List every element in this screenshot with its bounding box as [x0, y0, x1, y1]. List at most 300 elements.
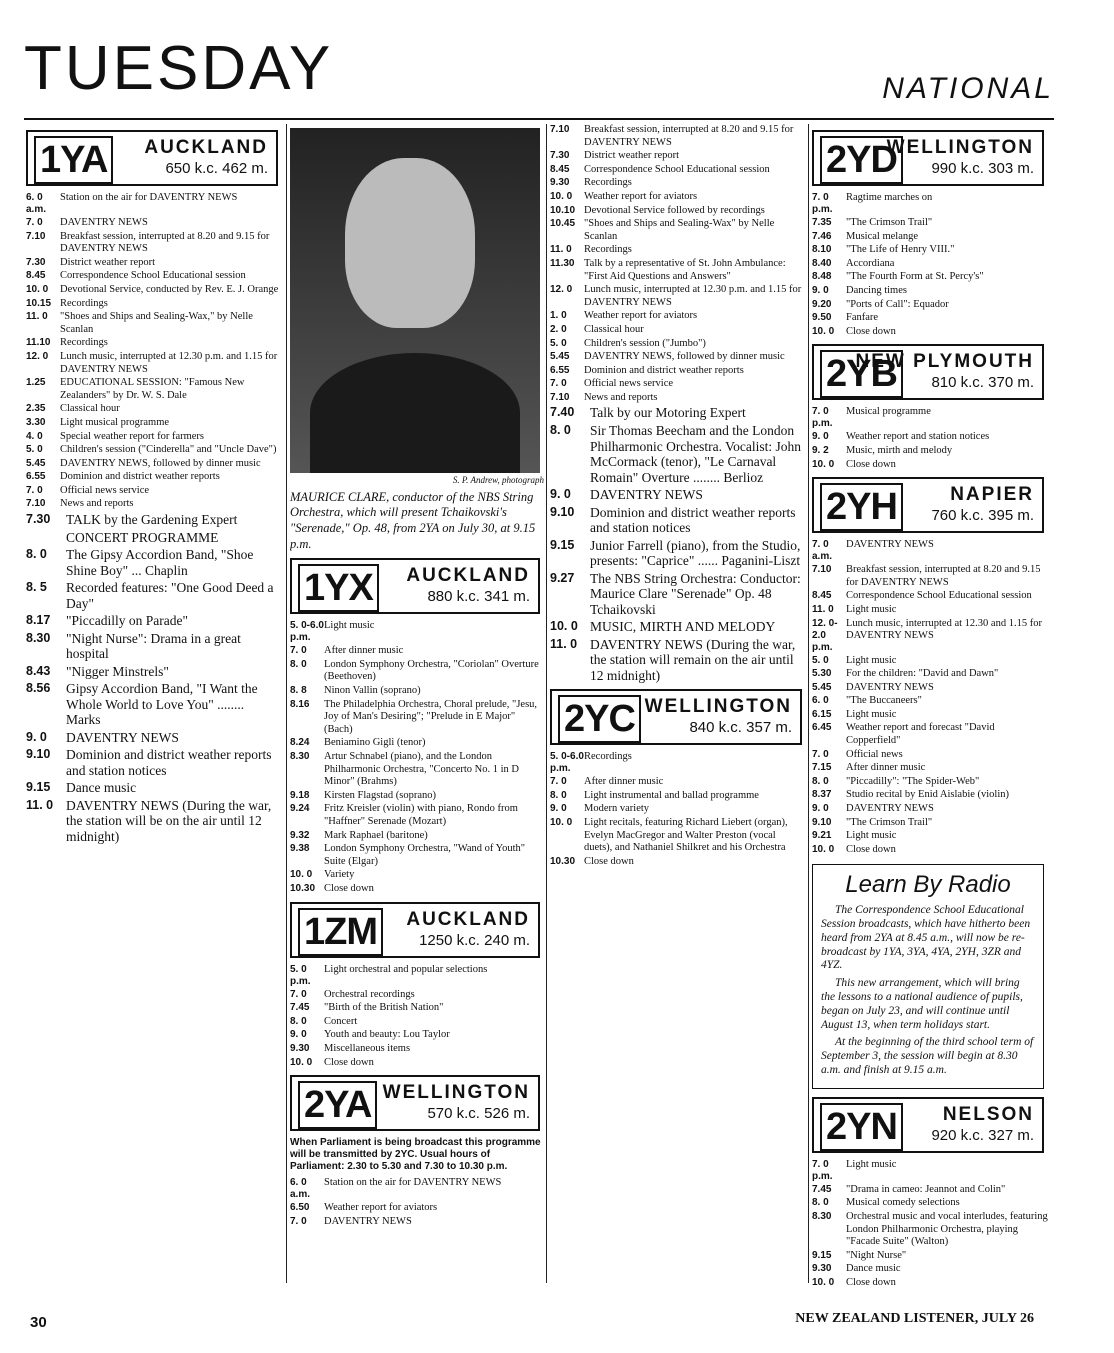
- schedule-time: 10. 0: [26, 283, 49, 295]
- schedule-row: [290, 964, 544, 988]
- schedule-item: Lunch music, interrupted at 12.30 p.m. and 1.15 for DAVENTRY NEWS: [60, 350, 278, 375]
- schedule-row: [812, 668, 1048, 681]
- schedule-item: Official news service: [584, 378, 674, 390]
- schedule-item: District weather report: [584, 150, 680, 162]
- schedule-item: Dominion and district weather reports and station notices: [66, 747, 272, 778]
- photo-figure: [310, 353, 520, 473]
- schedule-row: [812, 1277, 1048, 1290]
- schedule-row: [550, 310, 806, 323]
- schedule-row: [812, 749, 1048, 762]
- schedule-time: 7. 0: [26, 484, 43, 496]
- schedule-time: 9.15: [26, 780, 51, 795]
- station-call: 1ZM: [298, 908, 383, 956]
- schedule-row: [550, 776, 806, 789]
- schedule-item: CONCERT PROGRAMME: [66, 529, 219, 545]
- schedule-row: [812, 459, 1048, 472]
- schedule-row: [290, 1057, 544, 1070]
- schedule-row: [290, 843, 544, 868]
- schedule-time: 8.30: [290, 751, 310, 763]
- schedule-time: 10.30: [550, 855, 576, 867]
- evening-schedule: [550, 405, 806, 683]
- schedule-row: [26, 747, 282, 778]
- schedule-item: DAVENTRY NEWS: [846, 539, 934, 551]
- schedule-row: [812, 1250, 1048, 1263]
- schedule-item: Correspondence School Educational session: [60, 270, 246, 282]
- schedule-row: [290, 803, 544, 828]
- page-day-title: TUESDAY: [24, 34, 334, 103]
- schedule-time: 8.45: [26, 270, 46, 282]
- schedule-time: 9. 0: [812, 803, 829, 815]
- schedule-item: TALK by the Gardening Expert: [66, 512, 238, 528]
- schedule-row: [812, 217, 1048, 230]
- schedule-item: Light musical programme: [60, 416, 170, 428]
- schedule-time: 9. 0: [550, 803, 567, 815]
- schedule-row: [550, 619, 806, 635]
- schedule-row: [550, 164, 806, 177]
- schedule-time: 9. 0: [812, 431, 829, 443]
- schedule-item: Light music: [846, 708, 897, 720]
- schedule-row: [26, 485, 282, 498]
- schedule-row: [812, 776, 1048, 789]
- schedule-item: Children's session ("Jumbo"): [584, 337, 706, 349]
- schedule-row: [812, 564, 1048, 589]
- schedule-item: Ragtime marches on: [846, 192, 933, 203]
- schedule-time: 9. 2: [812, 444, 829, 456]
- schedule-time: 10.10: [550, 204, 576, 216]
- schedule-time: 12. 0: [26, 350, 49, 362]
- schedule-time: 10. 0: [812, 325, 835, 337]
- schedule-item: Correspondence School Educational session: [584, 163, 770, 175]
- schedule-row: [812, 231, 1048, 244]
- schedule-time: 8.30: [812, 1210, 832, 1222]
- schedule-item: "Ports of Call": Equador: [846, 298, 949, 310]
- network-label: NATIONAL: [882, 72, 1054, 105]
- schedule-time: 10.15: [26, 297, 52, 309]
- schedule-item: Weather report for aviators: [584, 190, 698, 202]
- schedule-row: [812, 539, 1048, 563]
- schedule-item: Devotional Service, conducted by Rev. E. J. Orange: [60, 283, 279, 295]
- schedule-row: [812, 271, 1048, 284]
- schedule-row: [290, 1202, 544, 1215]
- schedule-time: 12. 0: [550, 284, 573, 296]
- schedule-row: [290, 685, 544, 698]
- schedule-time: 8.10: [812, 244, 832, 256]
- schedule-time: 6.50: [290, 1202, 310, 1214]
- schedule-item: Dominion and district weather reports: [60, 471, 220, 483]
- schedule-row: [812, 655, 1048, 668]
- station-box-2yn: [812, 1097, 1044, 1153]
- schedule-row: [26, 231, 282, 256]
- photo-caption: MAURICE CLARE, conductor of the NBS String Orchestra, which will present Tchaikovski's "Serenade," Op. 48, from 2YA on July 30, at 9.15 p.m.: [290, 489, 536, 551]
- schedule-row: [26, 298, 282, 311]
- schedule-row: [812, 285, 1048, 298]
- schedule-row: [812, 830, 1048, 843]
- schedule-item: Sir Thomas Beecham and the London Philharmonic Orchestra. Vocalist: John McCormack (tenor), "Le Carnaval Romain" Overture ........ Berlioz: [590, 422, 801, 485]
- schedule-row: [550, 378, 806, 391]
- schedule-time: 8. 0: [812, 1197, 829, 1209]
- schedule-row: [550, 351, 806, 364]
- schedule-time: 9. 0: [550, 487, 571, 502]
- schedule-item: After dinner music: [324, 645, 404, 657]
- schedule-time: 5.45: [26, 457, 46, 469]
- schedule-time: 7.45: [290, 1002, 310, 1014]
- schedule-time: 8. 0: [550, 789, 567, 801]
- schedule-item: DAVENTRY NEWS: [846, 681, 934, 693]
- schedule-row: [812, 709, 1048, 722]
- schedule-time: 9.30: [290, 1042, 310, 1054]
- schedule-item: Official news: [846, 748, 903, 760]
- schedule-item: DAVENTRY NEWS (During the war, the station will be on the air until 12 midnight): [66, 797, 272, 844]
- schedule-time: 9.10: [550, 504, 575, 519]
- station-city: WELLINGTON: [382, 1082, 530, 1104]
- column-divider: [808, 124, 809, 1283]
- schedule-row: [812, 312, 1048, 325]
- schedule-time: 6.45: [812, 722, 832, 734]
- schedule-row: [550, 817, 806, 855]
- schedule-list: [812, 1159, 1048, 1290]
- schedule-time: 9.15: [812, 1249, 832, 1261]
- station-box-2yc: [550, 689, 802, 745]
- schedule-row: [26, 257, 282, 270]
- schedule-time: 10. 0: [550, 619, 578, 634]
- schedule-row: [550, 487, 806, 503]
- station-city: NEW PLYMOUTH: [855, 351, 1034, 373]
- schedule-row: [550, 284, 806, 309]
- schedule-time: 7. 0 p.m.: [812, 406, 833, 430]
- schedule-row: [812, 844, 1048, 857]
- schedule-list: [812, 406, 1048, 471]
- schedule-row: [290, 645, 544, 658]
- schedule-row: [812, 817, 1048, 830]
- schedule-time: 8. 0: [26, 547, 47, 562]
- schedule-row: [550, 423, 806, 485]
- schedule-time: 8.30: [26, 630, 51, 645]
- schedule-time: 7. 0 p.m.: [812, 192, 833, 215]
- schedule-time: 9.30: [812, 1263, 832, 1275]
- schedule-row: [550, 324, 806, 337]
- schedule-time: 6. 0 a.m.: [290, 1177, 311, 1201]
- schedule-row: [290, 1216, 544, 1229]
- schedule-time: 7.10: [550, 391, 570, 403]
- schedule-time: 12. 0-2.0 p.m.: [812, 617, 838, 653]
- schedule-item: Recorded features: "One Good Deed a Day": [66, 580, 274, 611]
- station-box-2yh: [812, 477, 1044, 533]
- schedule-row: [26, 311, 282, 336]
- schedule-item: "The Crimson Trail": [846, 816, 933, 828]
- schedule-row: [26, 377, 282, 402]
- schedule-row: [812, 299, 1048, 312]
- station-call: 1YA: [34, 136, 113, 184]
- station-box-2yd: [812, 130, 1044, 186]
- schedule-time: 5. 0: [812, 654, 829, 666]
- schedule-time: 10. 0: [550, 190, 573, 202]
- schedule-time: 8. 8: [290, 685, 307, 697]
- schedule-item: Close down: [846, 843, 896, 855]
- schedule-item: Musical comedy selections: [846, 1197, 960, 1209]
- schedule-item: Close down: [324, 1056, 374, 1068]
- schedule-item: Classical hour: [584, 323, 644, 335]
- schedule-item: "Birth of the British Nation": [324, 1002, 444, 1014]
- schedule-row: [290, 659, 544, 684]
- schedule-row: [290, 751, 544, 789]
- schedule-time: 7.10: [26, 230, 46, 242]
- schedule-row: [26, 431, 282, 444]
- schedule-time: 11. 0: [26, 311, 48, 323]
- schedule-row: [812, 1159, 1048, 1183]
- schedule-item: Orchestral music and vocal interludes, featuring London Philharmonic Orchestra, playing "Facade Suite" (Walton): [846, 1210, 1048, 1248]
- schedule-row: [290, 1177, 544, 1201]
- schedule-time: 8. 0: [550, 422, 571, 437]
- column-divider: [546, 124, 547, 1283]
- schedule-item: Recordings: [584, 177, 632, 189]
- schedule-item: Junior Farrell (piano), from the Studio, presents: "Caprice" ...... Paganini-Liszt: [590, 537, 801, 569]
- schedule-item: "Nigger Minstrels": [66, 663, 169, 679]
- station-frequency: 650 k.c. 462 m.: [165, 160, 268, 177]
- schedule-row: [26, 664, 282, 680]
- station-box-2ya: [290, 1075, 540, 1131]
- schedule-row: [550, 405, 806, 421]
- schedule-item: Studio recital by Enid Aislabie (violin): [846, 789, 1010, 801]
- schedule-row: [290, 989, 544, 1002]
- schedule-row: [26, 730, 282, 746]
- schedule-row: [550, 177, 806, 190]
- station-box-1zm: [290, 902, 540, 958]
- schedule-item: Orchestral recordings: [324, 988, 415, 1000]
- schedule-row: [290, 699, 544, 737]
- schedule-time: 10. 0: [290, 1056, 313, 1068]
- schedule-time: 7.46: [812, 230, 832, 242]
- schedule-item: Weather report and forecast "David Copperfield": [846, 722, 995, 747]
- schedule-row: [26, 284, 282, 297]
- schedule-item: Lunch music, interrupted at 12.30 and 1.15 for DAVENTRY NEWS: [846, 617, 1042, 642]
- parliament-note: When Parliament is being broadcast this programme will be transmitted by 2YC. Usual hours of Parliament: 2.30 to 5.30 and 7.30 to 10.30 p.m.: [290, 1137, 541, 1173]
- schedule-row: [550, 571, 806, 618]
- schedule-time: 2.35: [26, 403, 46, 415]
- schedule-row: [290, 1002, 544, 1015]
- schedule-list: [812, 539, 1048, 856]
- schedule-time: 10. 0: [812, 1276, 835, 1288]
- schedule-item: Recordings: [584, 751, 632, 763]
- schedule-item: Breakfast session, interrupted at 8.20 and 9.15 for DAVENTRY NEWS: [846, 564, 1041, 588]
- station-call: 2YB: [820, 350, 903, 398]
- schedule-row: [550, 218, 806, 243]
- schedule-time: 7.10: [26, 498, 46, 510]
- schedule-item: DAVENTRY NEWS, followed by dinner music: [584, 351, 785, 363]
- schedule-item: The Philadelphia Orchestra, Choral prelude, "Jesu, Joy of Man's Desiring"; "Prelude in E Major" (Bach): [324, 698, 538, 735]
- station-call: 2YA: [298, 1081, 377, 1129]
- station-city: AUCKLAND: [406, 908, 530, 930]
- learn-title: Learn By Radio: [845, 871, 1011, 899]
- schedule-row: [550, 538, 806, 569]
- schedule-time: 4. 0: [26, 430, 43, 442]
- schedule-item: Recordings: [60, 297, 108, 309]
- schedule-item: Gipsy Accordion Band, "I Want the Whole World to Love You" ........ Marks: [66, 681, 258, 728]
- schedule-item: "Piccadilly": "The Spider-Web": [846, 775, 980, 787]
- schedule-row: [26, 471, 282, 484]
- schedule-time: 9.50: [812, 312, 832, 324]
- schedule-row: [812, 618, 1048, 654]
- schedule-item: Light music: [846, 830, 897, 842]
- schedule-row: [550, 365, 806, 378]
- station-call: 2YN: [820, 1103, 903, 1151]
- schedule-row: [812, 406, 1048, 430]
- schedule-item: Recordings: [60, 337, 108, 349]
- schedule-item: Ninon Vallin (soprano): [324, 685, 421, 697]
- schedule-list: [290, 620, 544, 895]
- schedule-time: 7. 0 p.m.: [812, 1158, 833, 1182]
- schedule-time: 7. 0: [290, 1215, 307, 1227]
- learn-paragraph: This new arrangement, which will bring the lessons to a national audience of pupils, began on July 23, and will continue until August 13, when term holidays start.: [821, 977, 1023, 1031]
- schedule-row: [290, 790, 544, 803]
- column-divider: [286, 124, 287, 1283]
- station-box-1ya: [26, 130, 278, 186]
- schedule-row: [550, 338, 806, 351]
- schedule-time: 7.40: [550, 405, 575, 420]
- schedule-row: [812, 1211, 1048, 1249]
- schedule-item: DAVENTRY NEWS: [846, 803, 934, 815]
- schedule-time: 9. 0: [290, 1029, 307, 1041]
- schedule-row: [26, 613, 282, 629]
- schedule-row: [550, 205, 806, 218]
- schedule-row: [812, 326, 1048, 339]
- schedule-time: 5.30: [812, 668, 832, 680]
- station-call: 2YC: [558, 695, 641, 743]
- schedule-row: [290, 869, 544, 882]
- evening-schedule: [26, 512, 282, 844]
- schedule-item: After dinner music: [584, 776, 664, 788]
- schedule-row: [26, 798, 282, 845]
- schedule-time: 8.37: [812, 789, 832, 801]
- schedule-item: DAVENTRY NEWS: [60, 217, 148, 228]
- conductor-photo: [290, 128, 540, 473]
- schedule-row: [550, 191, 806, 204]
- schedule-time: 6.55: [550, 364, 570, 376]
- schedule-row: [26, 403, 282, 416]
- schedule-time: 5. 0-6.0 p.m.: [550, 751, 584, 775]
- learn-paragraph: At the beginning of the third school term of September 3, the session will begin at 8.30 a.m. and finish at 9.15 a.m.: [821, 1036, 1034, 1076]
- schedule-item: Station on the air for DAVENTRY NEWS: [60, 192, 238, 203]
- schedule-item: Close down: [584, 855, 634, 867]
- schedule-row: [26, 217, 282, 230]
- schedule-time: 11. 0: [26, 797, 54, 812]
- header-rule: [24, 118, 1054, 120]
- schedule-time: 1. 0: [550, 310, 567, 322]
- schedule-item: Weather report for aviators: [584, 310, 698, 322]
- schedule-time: 9.20: [812, 298, 832, 310]
- schedule-row: [26, 498, 282, 511]
- schedule-item: DAVENTRY NEWS: [66, 729, 179, 745]
- schedule-row: [290, 1043, 544, 1056]
- station-city: AUCKLAND: [406, 565, 530, 587]
- page-number: 30: [30, 1314, 47, 1331]
- station-frequency: 880 k.c. 341 m.: [427, 588, 530, 606]
- schedule-time: 1.25: [26, 377, 46, 389]
- schedule-item: Recordings: [584, 244, 632, 256]
- schedule-item: Accordiana: [846, 257, 895, 269]
- schedule-time: 8.56: [26, 681, 51, 696]
- schedule-item: DAVENTRY NEWS: [590, 487, 703, 503]
- schedule-row: [290, 1016, 544, 1029]
- schedule-time: 7. 0: [812, 748, 829, 760]
- schedule-row: [812, 1197, 1048, 1210]
- schedule-list: [550, 124, 806, 404]
- schedule-item: Youth and beauty: Lou Taylor: [324, 1029, 450, 1041]
- station-frequency: 760 k.c. 395 m.: [931, 507, 1034, 525]
- schedule-item: District weather report: [60, 256, 156, 268]
- schedule-item: Music, mirth and melody: [846, 444, 953, 456]
- schedule-time: 6. 0 a.m.: [26, 192, 47, 215]
- schedule-row: [290, 737, 544, 750]
- schedule-time: 6.55: [26, 471, 46, 483]
- schedule-item: Classical hour: [60, 403, 120, 415]
- schedule-row: [812, 789, 1048, 802]
- schedule-row: [26, 444, 282, 457]
- schedule-time: 5.45: [550, 351, 570, 363]
- schedule-row: [550, 150, 806, 163]
- schedule-item: Close down: [846, 1276, 896, 1288]
- schedule-item: "Night Nurse": [846, 1249, 907, 1261]
- schedule-time: 7.30: [550, 150, 570, 162]
- schedule-time: 7.15: [812, 762, 832, 774]
- schedule-time: 7. 0 a.m.: [812, 539, 833, 563]
- schedule-row: [550, 856, 806, 869]
- schedule-row: [550, 803, 806, 816]
- station-frequency: 1250 k.c. 240 m.: [419, 931, 530, 949]
- schedule-time: 11.30: [550, 257, 575, 269]
- station-frequency: 810 k.c. 370 m.: [931, 374, 1034, 392]
- schedule-time: 7. 0: [26, 217, 43, 228]
- schedule-time: 7. 0: [550, 776, 567, 788]
- schedule-time: 5.45: [812, 681, 832, 693]
- schedule-item: Breakfast session, interrupted at 8.20 and 9.15 for DAVENTRY NEWS: [60, 230, 270, 255]
- schedule-time: 7.10: [812, 564, 832, 576]
- schedule-item: Light music: [846, 603, 897, 615]
- schedule-row: [26, 337, 282, 350]
- schedule-row: [290, 620, 544, 644]
- schedule-time: 8.16: [290, 698, 310, 710]
- schedule-item: Light music: [846, 654, 897, 666]
- column-1: [26, 124, 282, 1293]
- schedule-row: [26, 631, 282, 662]
- schedule-row: [812, 695, 1048, 708]
- station-city: NELSON: [942, 1103, 1034, 1125]
- schedule-time: 10.45: [550, 218, 576, 230]
- station-call: 1YX: [298, 564, 379, 612]
- schedule-time: 2. 0: [550, 323, 567, 335]
- schedule-row: [26, 351, 282, 376]
- schedule-time: 5. 0-6.0 p.m.: [290, 620, 324, 644]
- schedule-item: DAVENTRY NEWS, followed by dinner music: [60, 457, 261, 469]
- schedule-row: [812, 604, 1048, 617]
- schedule-time: 7.30: [26, 256, 46, 268]
- photo-credit: S. P. Andrew, photograph: [452, 475, 544, 485]
- schedule-time: 9.32: [290, 829, 310, 841]
- schedule-time: 7.35: [812, 217, 832, 228]
- schedule-item: Kirsten Flagstad (soprano): [324, 789, 436, 801]
- schedule-item: Light instrumental and ballad programme: [584, 789, 759, 801]
- schedule-item: Close down: [846, 458, 896, 470]
- schedule-row: [812, 590, 1048, 603]
- schedule-item: Dominion and district weather reports and station notices: [590, 504, 796, 536]
- schedule-row: [550, 392, 806, 405]
- schedule-item: Talk by our Motoring Expert: [590, 405, 746, 421]
- schedule-row: [550, 637, 806, 684]
- schedule-list: [290, 964, 544, 1070]
- schedule-row: [550, 751, 806, 775]
- schedule-list: [812, 192, 1048, 338]
- schedule-item: "The Fourth Form at St. Percy's": [846, 271, 984, 283]
- schedule-time: 6.15: [812, 708, 832, 720]
